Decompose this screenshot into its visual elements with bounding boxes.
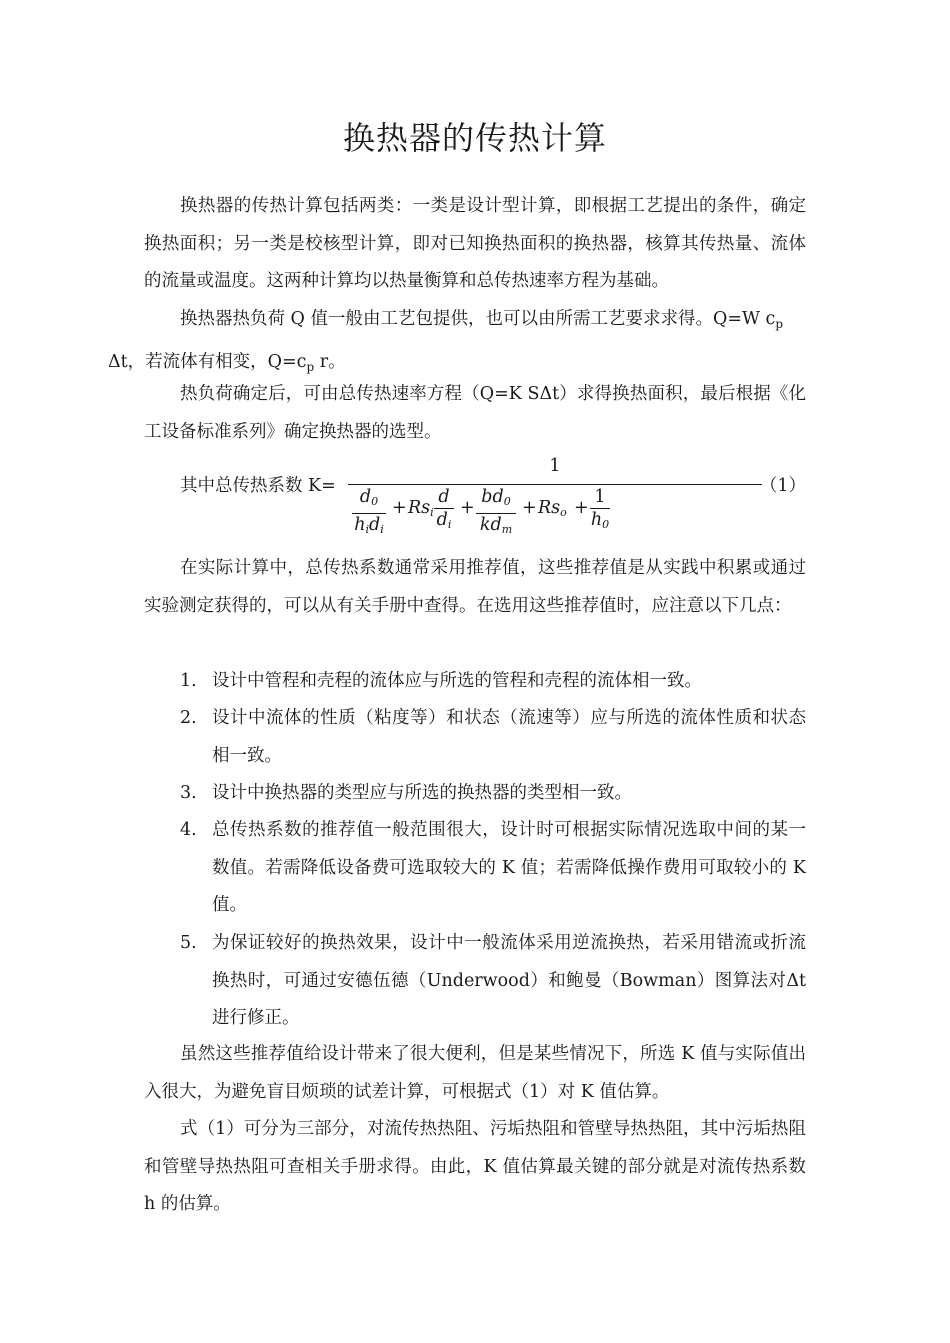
page-title: 换热器的传热计算 <box>342 119 607 157</box>
t2-num: d <box>438 487 450 507</box>
p2-text-a: 换热器热负荷 Q 值一般由工艺包提供，也可以由所需工艺要求求得。Q=W c <box>180 309 776 329</box>
list-item-text: 为保证较好的换热效果，设计中一般流体采用逆流换热，若采用错流或折流换热时，可通过安德伍德（Underwood）和鲍曼（Bowman）图算法对Δt 进行修正。 <box>212 933 806 1028</box>
plus-sign-3: + <box>522 498 537 518</box>
plus-sign-4: + <box>574 498 589 518</box>
t4-den-sub: 0 <box>602 518 610 531</box>
term-d-over-di <box>434 486 454 536</box>
t3-num-sub: 0 <box>503 495 511 508</box>
t3-den-sub: m <box>501 523 513 536</box>
t1-num-sub: 0 <box>371 495 379 508</box>
list-item <box>180 812 806 925</box>
intro-paragraph-3: 热负荷确定后，可由总传热速率方程（Q=K SΔt）求得换热面积，最后根据《化工设备标准系列》确定换热器的选型。 <box>144 384 806 442</box>
equation-number: （1） <box>759 476 806 496</box>
list-item <box>180 700 806 775</box>
t1-den-d: d <box>369 515 381 535</box>
list-item-number: 5. <box>180 933 197 953</box>
term-1-over-ho <box>590 486 610 536</box>
list-item-number: 3. <box>180 783 197 803</box>
rs-i-text: Rs <box>408 498 431 518</box>
list-item-number: 1. <box>180 671 197 691</box>
intro-paragraph-2 <box>108 301 806 386</box>
fraction-bar <box>348 484 762 485</box>
p2-subscript-p1: p <box>775 317 784 331</box>
body-paragraph-4: 在实际计算中，总传热系数通常采用推荐值，这些推荐值是从实践中积累或通过实验测定获得的，可以从有关手册中查得。在选用这些推荐值时，应注意以下几点： <box>144 558 806 616</box>
t2-den: d <box>436 510 448 530</box>
list-item-text: 设计中管程和壳程的流体应与所选的管程和壳程的流体相一致。 <box>212 671 702 691</box>
body-paragraph-6: 式（1）可分为三部分，对流传热热阻、污垢热阻和管壁导热热阻，其中污垢热阻和管壁导热热阻可查相关手册求得。由此，K 值估算最关键的部分就是对流传热系数 h 的估算。 <box>144 1119 806 1214</box>
plus-sign-2: + <box>460 498 475 518</box>
p2-text-b: Δt，若流体有相变，Q=c <box>108 351 307 372</box>
list-item-text: 设计中流体的性质（粘度等）和状态（流速等）应与所选的流体性质和状态相一致。 <box>212 708 806 766</box>
t1-num: d <box>359 487 372 507</box>
t1-den-sub1: i <box>365 523 370 536</box>
k-formula <box>180 456 806 540</box>
list-item <box>180 925 806 1038</box>
plus-sign-1: + <box>392 498 407 518</box>
rs-o-sub: o <box>560 506 567 519</box>
term-do-over-hidi <box>352 486 386 541</box>
t3-den: kd <box>479 515 502 535</box>
t1-den-h: h <box>354 515 366 535</box>
body-paragraph-5: 虽然这些推荐值给设计带来了很大便利，但是某些情况下，所选 K 值与实际值出入很大，为避免盲目烦琐的试差计算，可根据式（1）对 K 值估算。 <box>144 1044 806 1102</box>
list-item-number: 2. <box>180 708 197 728</box>
p2-text-c: r。 <box>314 351 346 372</box>
list-item <box>180 663 806 701</box>
intro-paragraph-1: 换热器的传热计算包括两类：一类是设计型计算，即根据工艺提出的条件，确定换热面积；另一类是校核型计算，即对已知换热面积的换热器，核算其传热量、流体的流量或温度。这两种计算均以热量衡算和总传热速率方程为基础。 <box>144 196 806 291</box>
list-item-text: 设计中换热器的类型应与所选的换热器的类型相一致。 <box>212 783 632 803</box>
list-item-text: 总传热系数的推荐值一般范围很大，设计时可根据实际情况选取中间的某一数值。若需降低设备费可选取较大的 K 值；若需降低操作费用可取较小的 K 值。 <box>212 820 806 915</box>
rs-i-sub: i <box>430 506 434 519</box>
list-item-number: 4. <box>180 820 197 840</box>
t1-den-sub2: i <box>380 523 384 536</box>
formula-denominator <box>348 486 762 540</box>
term-bdo-over-kdm <box>476 486 516 541</box>
formula-lead: 其中总传热系数 K= <box>180 476 336 496</box>
t4-den: h <box>590 510 603 530</box>
formula-fraction <box>348 456 762 540</box>
p2-subscript-p2: p <box>306 359 315 374</box>
list-item <box>180 775 806 813</box>
t3-num: bd <box>481 487 504 507</box>
t4-num: 1 <box>594 487 606 507</box>
formula-numerator: 1 <box>549 456 561 476</box>
t2-den-sub: i <box>447 518 452 531</box>
term-rs-o <box>538 498 567 519</box>
term-rs-i <box>408 498 434 519</box>
rs-o-text: Rs <box>538 498 561 518</box>
